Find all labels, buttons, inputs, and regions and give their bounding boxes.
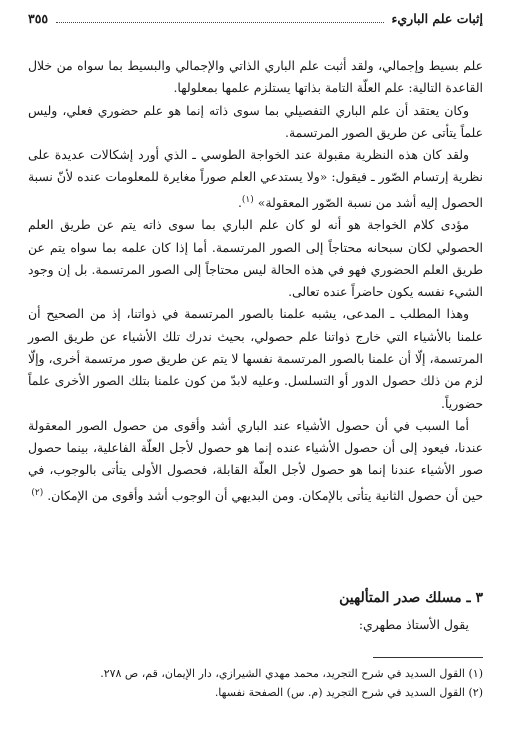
footnote: (٢) القول السديد في شرح التجريد (م. س) الصفحة نفسها. — [214, 686, 483, 699]
paragraph — [28, 415, 483, 507]
paragraph-text: ولقد كان هذه النظرية مقبولة عند الخواجة الطوسي ـ الذي أورد إشكالات عديدة على نظرية إرتسام الصّور ـ فيقول: «ولا يستدعي العلم صوراً مغايرة للمعلومات عنده لأنّ نسبة الحصول إليه أشد من نسبة الصّور المعقولة» — [28, 147, 483, 210]
paragraph: علم بسيط وإجمالي، ولقد أثبت علم الباري الذاتي والإجمالي والبسيط بما سواه من خلال القاعدة التالية: علم العلّة التامة بذاتها يستلزم علمها بمعلولها. — [28, 58, 483, 96]
page-header — [28, 11, 483, 31]
footnote-divider — [373, 657, 483, 658]
section-heading: ٣ ـ مسلك صدر المتألهين — [339, 590, 483, 606]
main-text — [28, 55, 483, 507]
paragraph: وهذا المطلب ـ المدعى، يشبه علمنا بالصور المرتسمة في ذواتنا، إذ من الصحيح أن علمنا بالأشياء التي خارج ذواتنا علم حصولي، بحيث ندرك تلك الأشياء عن طريق الصور المرتسمة، إلّا أن علمنا بالصور المرتسمة نفسها لا يتم عن طريق صور مرتسمة أخرى، وإلّا لزم من ذلك حصول الدور أو التسلسل. وعليه لابدّ من كون علمنا بتلك الصور الأخرى علماً حضورياً. — [28, 306, 483, 411]
dotted-leader — [56, 12, 383, 23]
running-title: إثبات علم الباريء — [391, 11, 483, 26]
footnote-ref: (١) — [241, 194, 254, 205]
section-lead: يقول الأستاذ مطهري: — [358, 617, 469, 632]
paragraph: مؤدى كلام الخواجة هو أنه لو كان علم الباري بما سوى ذاته يتم عن طريق العلم الحصولي لكان سبحانه محتاجاً إلى الصور المرتسمة. أما إذا كان علمه بما سواه يتم عن طريق العلم الحضوري فهو في هذه الحالة ليس محتاجاً إلى الصور المرتسمة. بل إن وجود الشيء نفسه يكون حاضراً عنده تعالى. — [28, 217, 483, 300]
paragraph-text: أما السبب في أن حصول الأشياء عند الباري أشد وأقوى من حصول الصور المعقولة عندنا، فيعود إلى أن حصول الأشياء عنده إنما هو حصول لأجل العلّة الفاعلية، بينما حصول صور الأشياء عندنا إنما هو حصول لأجل العلّة القابلة، فحصول الأولى يتأتى بالوجوب، في حين أن حصول الثانية يتأتى بالإمكان. ومن البديهي أن الوجوب أشد وأقوى من الإمكان. — [28, 417, 483, 503]
footnote: (١) القول السديد في شرح التجريد، محمد مهدي الشيرازي، دار الإيمان، قم، ص ٢٧٨. — [100, 667, 483, 680]
page-number: ٣٥٥ — [28, 11, 49, 26]
paragraph: وكان يعتقد أن علم الباري التفصيلي بما سوى ذاته إنما هو علم حضوري فعلي، وليس علماً يتأتى عن طريق الصور المرتسمة. — [28, 102, 483, 140]
paragraph: ولقد كان هذه النظرية مقبولة عند الخواجة الطوسي ـ الذي أورد إشكالات عديدة على نظرية إرتسام الصّور ـ فيقول: «ولا يستدعي العلم صوراً مغايرة للمعلومات عنده لأنّ نسبة الحصول إليه أشد من نسبة الصّور المعقولة» $^{(١)}$. — [28, 147, 483, 210]
footnote-ref: (٢) — [31, 487, 44, 498]
footnotes — [28, 664, 483, 702]
